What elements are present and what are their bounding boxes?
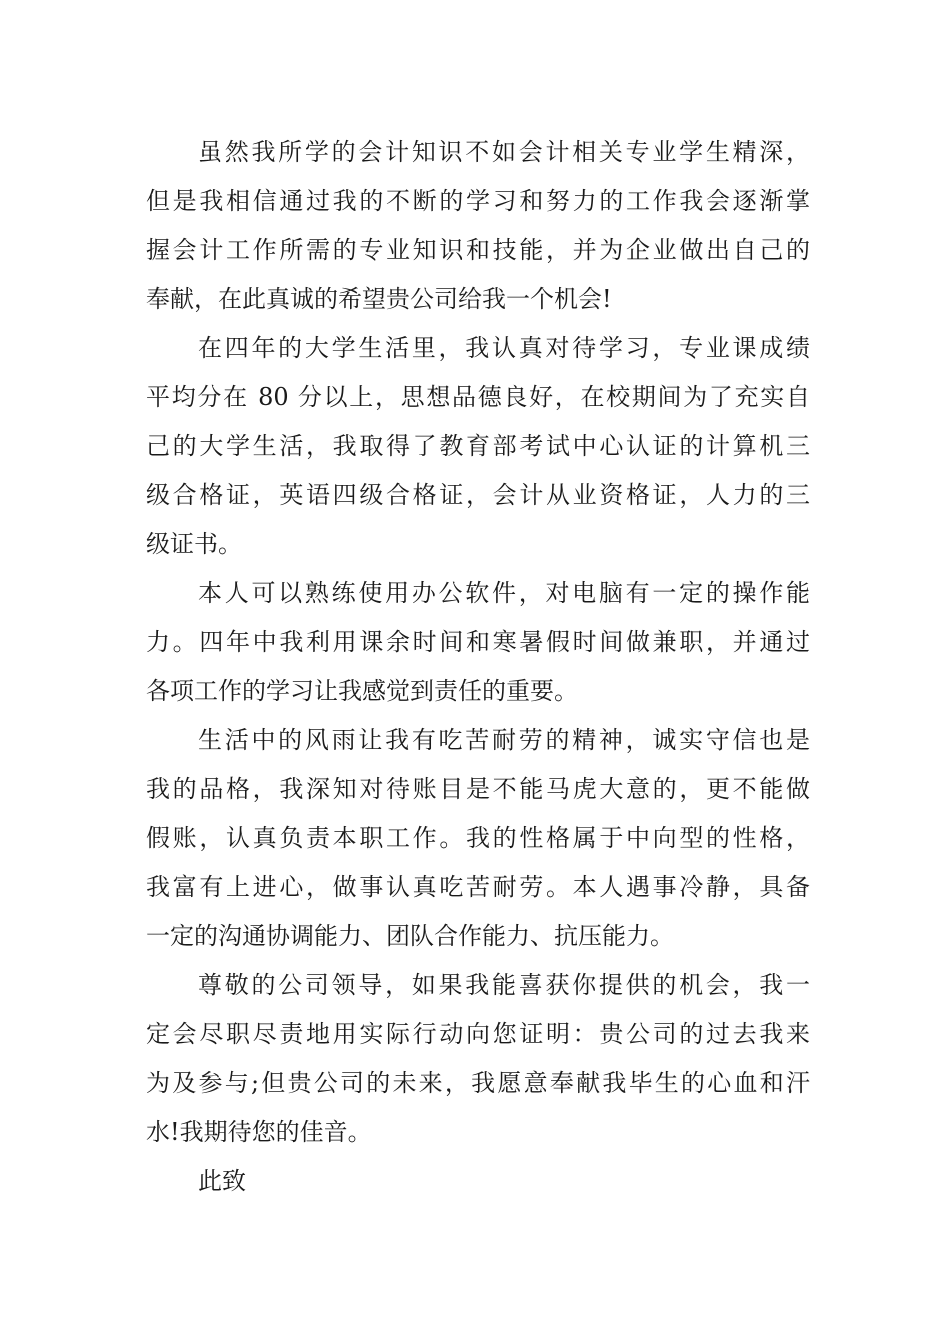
text-line: 在四年的大学生活里，我认真对待学习，专业课成绩 — [198, 334, 810, 362]
text-line: 我富有上进心，做事认真吃苦耐劳。本人遇事冷静，具备 — [146, 873, 810, 901]
text-line: 水!我期待您的佳音。 — [146, 1118, 372, 1146]
paragraph-character — [146, 716, 810, 961]
text-line: 平均分在 80 分以上，思想品德良好，在校期间为了充实自 — [146, 383, 810, 411]
text-line: 生活中的风雨让我有吃苦耐劳的精神，诚实守信也是 — [198, 726, 810, 754]
text-line: 定会尽职尽责地用实际行动向您证明：贵公司的过去我来 — [146, 1020, 810, 1048]
text-line: 但是我相信通过我的不断的学习和努力的工作我会逐渐掌 — [146, 187, 810, 215]
text-line: 力。四年中我利用课余时间和寒暑假时间做兼职，并通过 — [146, 628, 810, 656]
paragraph-office-skills — [146, 569, 810, 716]
text-line: 奉献，在此真诚的希望贵公司给我一个机会! — [146, 285, 612, 313]
text-line: 级合格证，英语四级合格证，会计从业资格证，人力的三 — [146, 481, 810, 509]
text-line: 为及参与;但贵公司的未来，我愿意奉献我毕生的心血和汗 — [146, 1069, 810, 1097]
text-line: 尊敬的公司领导，如果我能喜获你提供的机会，我一 — [198, 971, 810, 999]
text-line: 本人可以熟练使用办公软件，对电脑有一定的操作能 — [198, 579, 810, 607]
text-line: 虽然我所学的会计知识不如会计相关专业学生精深， — [198, 138, 810, 166]
text-line: 级证书。 — [146, 530, 242, 558]
paragraph-accounting-knowledge — [146, 128, 810, 324]
paragraph-salutation — [146, 1157, 810, 1206]
text-line: 我的品格，我深知对待账目是不能马虎大意的，更不能做 — [146, 775, 810, 803]
text-line: 各项工作的学习让我感觉到责任的重要。 — [146, 677, 578, 705]
paragraph-university-life — [146, 324, 810, 569]
text-line: 假账，认真负责本职工作。我的性格属于中向型的性格， — [146, 824, 810, 852]
text-line: 握会计工作所需的专业知识和技能，并为企业做出自己的 — [146, 236, 810, 264]
paragraph-closing-appeal — [146, 961, 810, 1157]
text-line: 己的大学生活，我取得了教育部考试中心认证的计算机三 — [146, 432, 810, 460]
text-line: 一定的沟通协调能力、团队合作能力、抗压能力。 — [146, 922, 674, 950]
salutation-text: 此致 — [198, 1167, 246, 1195]
document-body — [146, 128, 810, 1206]
